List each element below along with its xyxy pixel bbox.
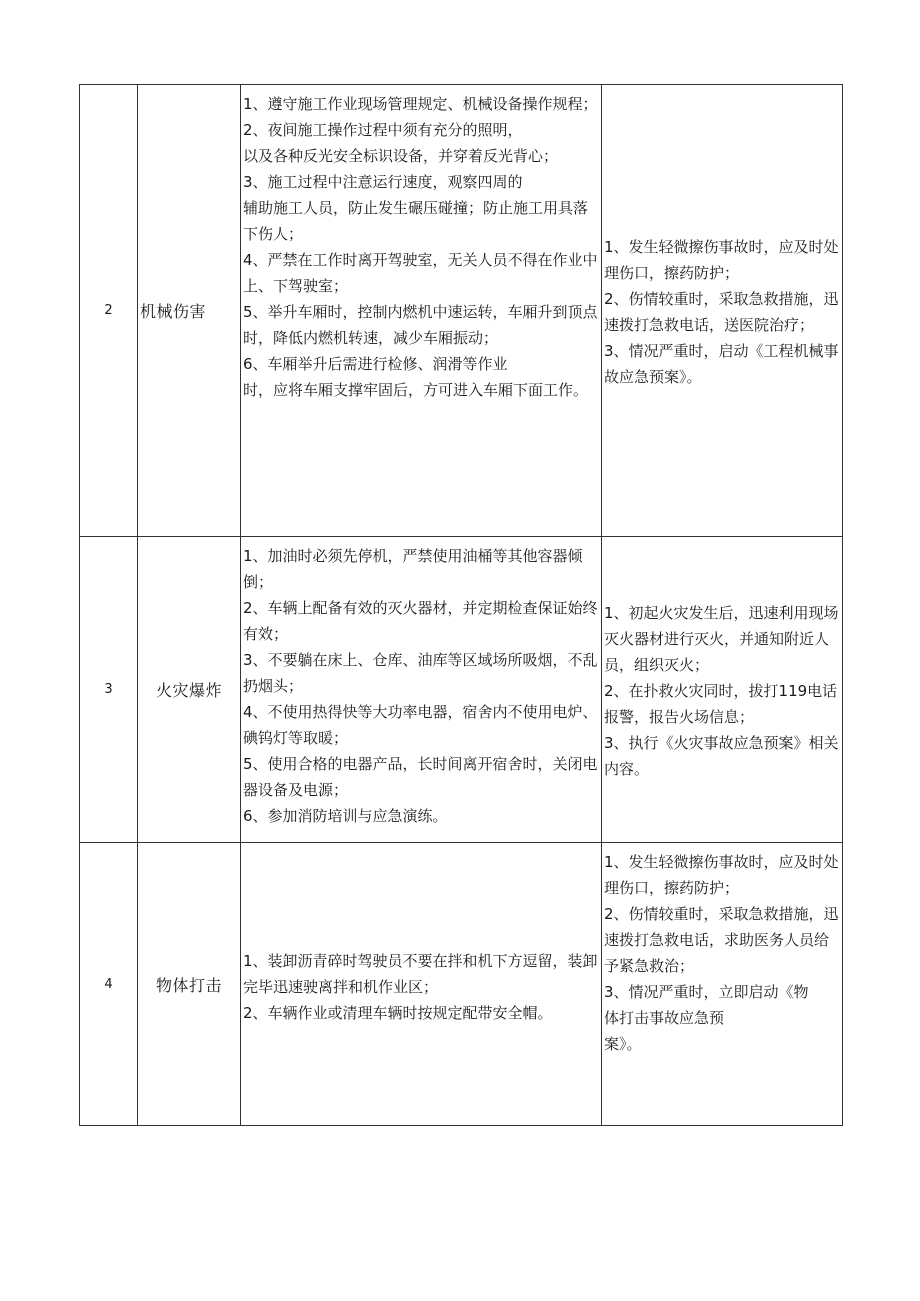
hazard-name: 物体打击 — [138, 843, 241, 1126]
table-row — [80, 537, 843, 843]
prevention-measures-cell — [241, 537, 602, 843]
table-row — [80, 85, 843, 537]
emergency-response-text: 1、发生轻微擦伤事故时，应及时处理伤口，擦药防护； 2、伤情较重时，采取急救措施，迅速拨打急救电话，求助医务人员给予紧急救治； 3、情况严重时，立即启动《物 体打击事故应急预 案》。 — [604, 853, 839, 1053]
prevention-measures-text: 1、装卸沥青碎时驾驶员不要在拌和机下方逗留，装卸完毕迅速驶离拌和机作业区； 2、车辆作业或清理车辆时按规定配带安全帽。 — [243, 952, 598, 1022]
hazard-name: 火灾爆炸 — [138, 537, 241, 843]
prevention-measures-text: 1、遵守施工作业现场管理规定、机械设备操作规程； 2、夜间施工操作过程中须有充分的照明， 以及各种反光安全标识设备，并穿着反光背心； 3、施工过程中注意运行速度，观察四周的 辅助施工人员，防止发生碾压碰撞；防止施工用具落下伤人； 4、严禁在工作时离开驾驶室，无关人员不得在作业中上、下驾驶室； 5、举升车厢时，控制内燃机中速运转，车厢升到顶点时，降低内燃机转速，减少车厢振动； 6、车厢举升后需进行检修、润滑等作业 时，应将车厢支撑牢固后，方可进入车厢下面工作。 — [243, 95, 598, 399]
row-number: 3 — [80, 537, 138, 843]
hazard-name: 机械伤害 — [138, 85, 241, 537]
row-number: 2 — [80, 85, 138, 537]
emergency-response-text: 1、发生轻微擦伤事故时，应及时处理伤口，擦药防护； 2、伤情较重时，采取急救措施，迅速拨打急救电话，送医院治疗； 3、情况严重时，启动《工程机械事故应急预案》。 — [604, 237, 839, 386]
emergency-response-cell — [602, 85, 843, 537]
prevention-measures-cell — [241, 85, 602, 537]
emergency-response-cell — [602, 843, 843, 1126]
safety-measures-table — [79, 84, 843, 1126]
row-number: 4 — [80, 843, 138, 1126]
emergency-response-text: 1、初起火灾发生后，迅速利用现场灭火器材进行灭火，并通知附近人员，组织灭火； 2、在扑救火灾同时，拔打119电话报警，报告火场信息； 3、执行《火灾事故应急预案》相关内容。 — [604, 603, 839, 778]
prevention-measures-text: 1、加油时必须先停机，严禁使用油桶等其他容器倾倒； 2、车辆上配备有效的灭火器材，并定期检查保证始终有效； 3、不要躺在床上、仓库、油库等区域场所吸烟，不乱扔烟头； 4、不使用热得快等大功率电器，宿舍内不使用电炉、碘钨灯等取暖； 5、使用合格的电器产品，长时间离开宿舍时，关闭电器设备及电源； 6、参加消防培训与应急演练。 — [243, 547, 598, 825]
table-row — [80, 843, 843, 1126]
emergency-response-cell — [602, 537, 843, 843]
prevention-measures-cell — [241, 843, 602, 1126]
